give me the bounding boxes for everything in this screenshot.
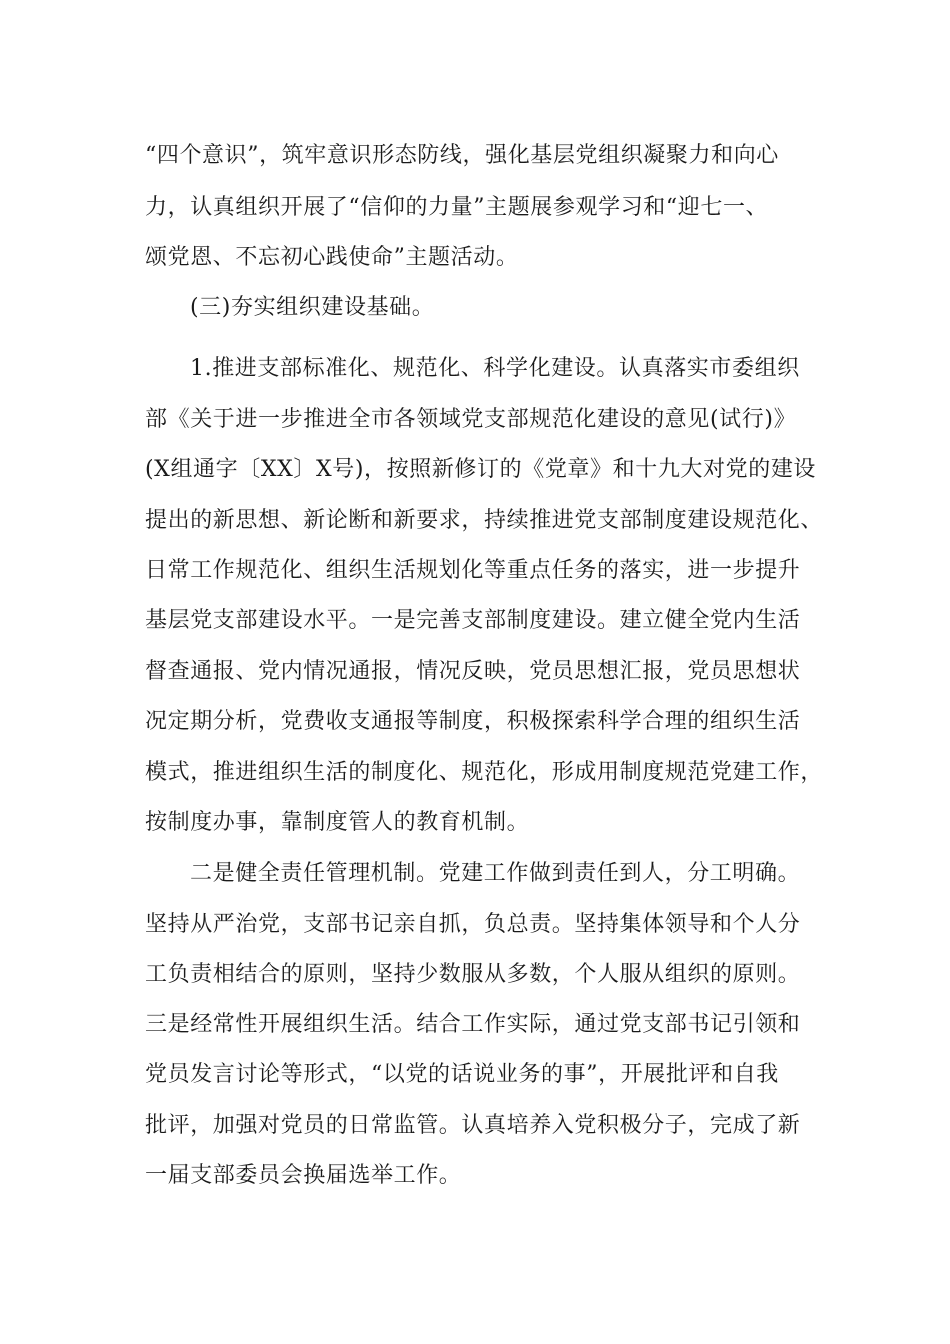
text-line: 批评，加强对党员的日常监管。认真培养入党积极分子，完成了新 bbox=[145, 1113, 801, 1138]
text-line: 党员发言讨论等形式，“以党的话说业务的事”，开展批评和自我 bbox=[145, 1062, 779, 1087]
text-line: 基层党支部建设水平。一是完善支部制度建设。建立健全党内生活 bbox=[145, 608, 801, 633]
text-line: 模式，推进组织生活的制度化、规范化，形成用制度规范党建工作， bbox=[145, 760, 824, 785]
text-line: 1.推进支部标准化、规范化、科学化建设。认真落实市委组织 bbox=[190, 356, 800, 381]
text-line: 二是健全责任管理机制。党建工作做到责任到人，分工明确。 bbox=[190, 861, 801, 886]
text-line: “四个意识”，筑牢意识形态防线，强化基层党组织凝聚力和向心 bbox=[145, 143, 779, 168]
text-line: 日常工作规范化、组织生活规划化等重点任务的落实，进一步提升 bbox=[145, 558, 801, 583]
text-line: 力，认真组织开展了“信仰的力量”主题展参观学习和“迎七一、 bbox=[145, 195, 769, 220]
text-line: 一届支部委员会换届选举工作。 bbox=[145, 1163, 462, 1188]
text-line: (X组通字〔XX〕X号)，按照新修订的《党章》和十九大对党的建设 bbox=[145, 457, 817, 482]
text-line: 况定期分析，党费收支通报等制度，积极探索科学合理的组织生活 bbox=[145, 709, 801, 734]
text-line: 三是经常性开展组织生活。结合工作实际，通过党支部书记引领和 bbox=[145, 1012, 801, 1037]
text-line: 部《关于进一步推进全市各领域党支部规范化建设的意见(试行)》 bbox=[145, 407, 797, 432]
text-line: 坚持从严治党，支部书记亲自抓，负总责。坚持集体领导和个人分 bbox=[145, 912, 801, 937]
text-line: 督查通报、党内情况通报，情况反映，党员思想汇报，党员思想状 bbox=[145, 659, 801, 684]
text-line: 按制度办事，靠制度管人的教育机制。 bbox=[145, 810, 530, 835]
text-line: 提出的新思想、新论断和新要求，持续推进党支部制度建设规范化、 bbox=[145, 508, 824, 533]
text-line: 颂党恩、不忘初心践使命”主题活动。 bbox=[145, 245, 519, 270]
section-heading: (三)夯实组织建设基础。 bbox=[190, 295, 435, 320]
text-line: 工负责相结合的原则，坚持少数服从多数，个人服从组织的原则。 bbox=[145, 962, 801, 987]
